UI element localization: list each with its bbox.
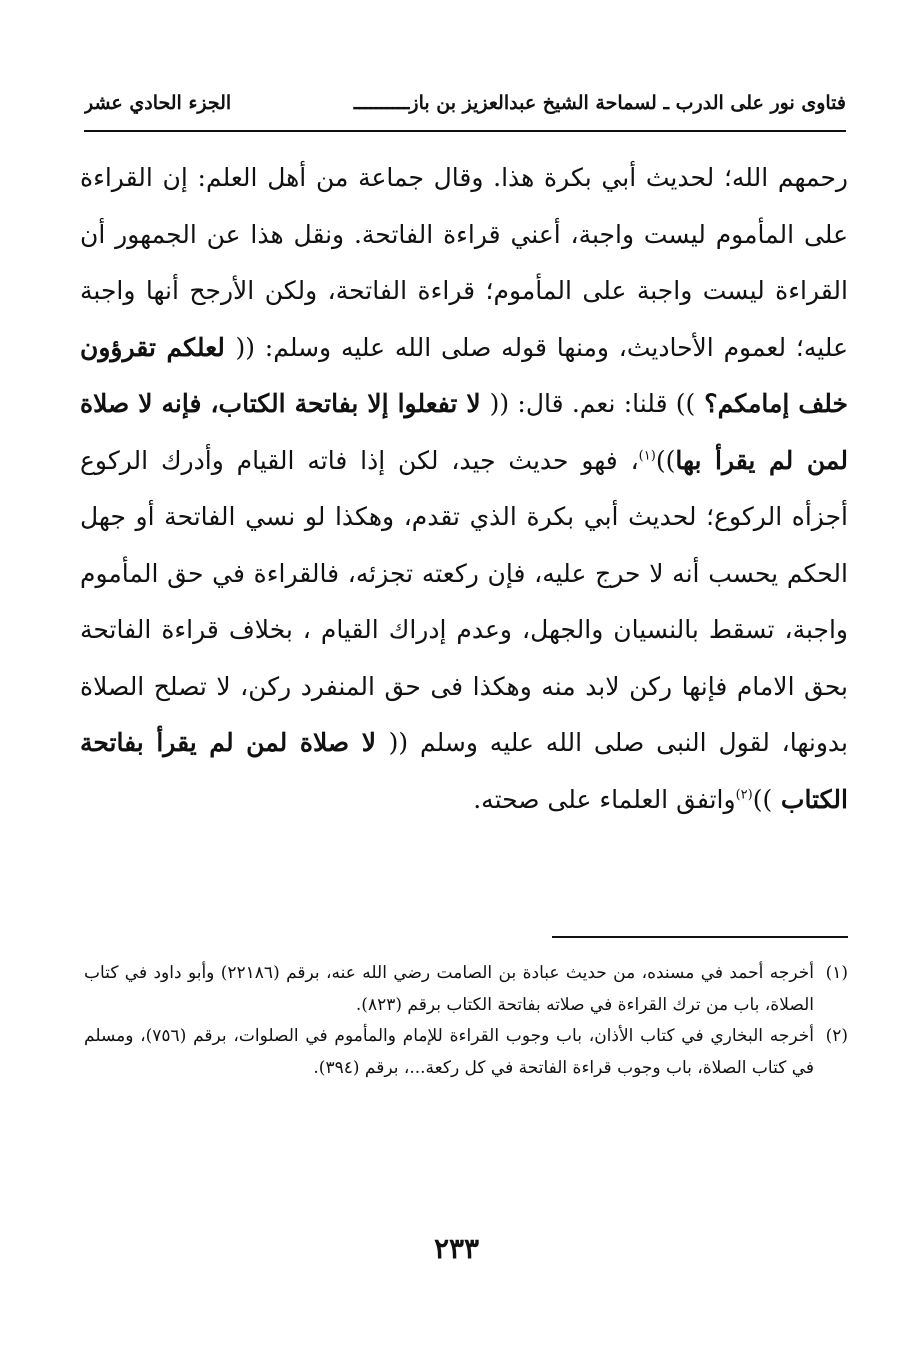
footnote-text: أخرجه البخاري في كتاب الأذان، باب وجوب القراءة للإمام والمأموم في الصلوات، برقم (٧٥٦)، ومسلم في كتاب الصلاة، باب وجوب قراءة الفاتحة في كل ركعة...، برقم (٣٩٤). [84, 1026, 814, 1078]
footnote-ref-2[interactable]: (٢) [735, 787, 753, 803]
hadith-quote: لا صلاة لمن لم يقرأ بفاتحة الكتاب [80, 728, 848, 814]
hadith-quote: لا تفعلوا إلا بفاتحة الكتاب، فإنه لا صلاة لمن لم يقرأ بها [80, 389, 848, 475]
footnote-ref-1[interactable]: (١) [638, 448, 656, 464]
header-separator: ـ [656, 92, 676, 114]
text-segment: رحمهم الله؛ لحديث أبي بكرة هذا. وقال جماعة من أهل العلم: إن القراءة على المأموم ليست واجبة، أعني قراءة الفاتحة. ونقل هذا عن الجمهور أن القراءة ليست واجبة على المأموم؛ قراءة الفاتحة، ولكن الأرجح أنها واجبة عليه؛ لعموم الأحاديث، ومنها قوله صلى الله عليه وسلم: (( [80, 163, 848, 362]
text-segment: )) [752, 784, 773, 814]
footnote-text: أخرجه أحمد في مسنده، من حديث عبادة بن الصامت رضي الله عنه، برقم (٢٢١٨٦) وأبو داود في كتاب الصلاة، باب من ترك القراءة في صلاته بفاتحة الكتاب برقم (٨٢٣). [84, 963, 814, 1015]
header-title-author [354, 92, 846, 114]
running-header [84, 88, 846, 124]
footnote-2 [84, 1021, 848, 1084]
footnote-1 [84, 958, 848, 1021]
text-segment: )) [655, 445, 676, 475]
footnote-number: (٢) [825, 1026, 848, 1046]
header-dash: ــــــــــ [353, 92, 410, 114]
header-rule [84, 130, 846, 132]
text-segment: واتفق العلماء على صحته. [473, 784, 736, 814]
page-number: ٢٣٣ [433, 1232, 480, 1265]
header-book-title: فتاوى نور على الدرب [675, 92, 846, 114]
text-segment: )) قلنا: نعم. قال: (( [489, 389, 696, 418]
footnotes [84, 958, 848, 1084]
hadith-quote: لعلكم تقرؤون خلف إمامكم؟ [80, 332, 848, 418]
footnote-number: (١) [825, 963, 848, 983]
header-author: لسماحة الشيخ عبدالعزيز بن باز [409, 92, 657, 114]
footnote-separator [552, 936, 848, 938]
header-volume: الجزء الحادي عشر [84, 92, 232, 114]
text-segment: ، فهو حديث جيد، لكن إذا فاته القيام وأدرك الركوع أجزأه الركوع؛ لحديث أبي بكرة الذي تقدم، وهكذا لو نسي الفاتحة أو جهل الحكم يحسب أنه لا حرج عليه، فإن ركعته تجزئه، فالقراءة في حق المأموم واجبة، تسقط بالنسيان والجهل، وعدم إدراك القيام ، بخلاف قراءة الفاتحة بحق الامام فإنها ركن لابد منه وهكذا فى حق المنفرد ركن، لا تصلح الصلاة بدونها، لقول النبى صلى الله عليه وسلم (( [80, 445, 848, 757]
main-text [80, 150, 848, 828]
